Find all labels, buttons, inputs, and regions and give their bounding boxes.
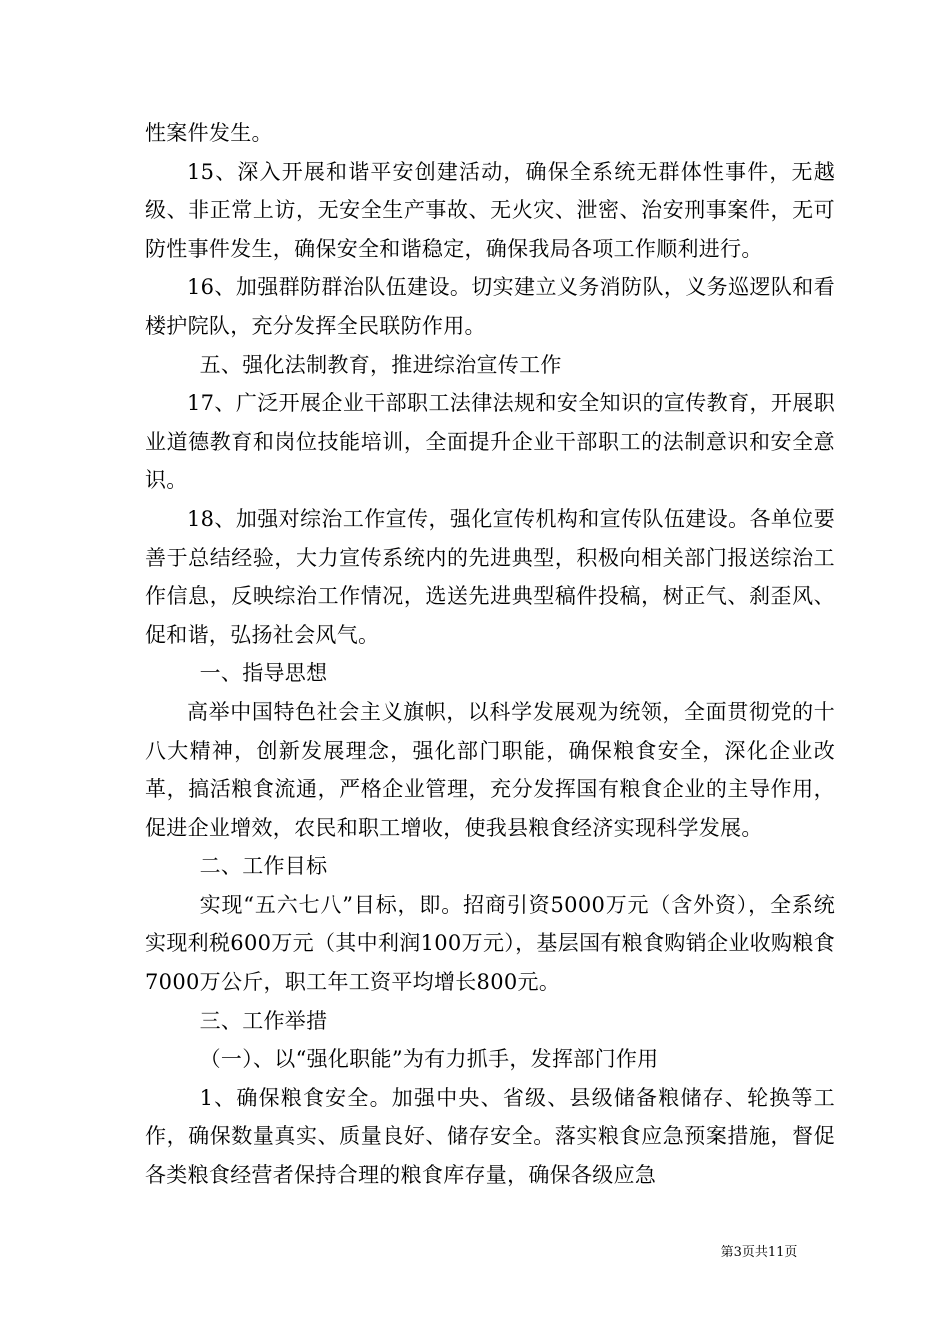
paragraph-grain-security: 1、确保粮食安全。加强中央、省级、县级储备粮储存、轮换等工作，确保数量真实、质量良好、储存安全。落实粮食应急预案措施，督促各类粮食经营者保持合理的粮食库存量，确保各级应急 [145, 1085, 835, 1188]
document-body [145, 114, 835, 1195]
section-heading-guiding-ideology: 一、指导思想 [199, 661, 328, 686]
page-number: 第3页共11页 [720, 1245, 798, 1260]
paragraph-item-15: 15、深入开展和谐平安创建活动，确保全系统无群体性事件，无越级、非正常上访，无安全生产事故、无火灾、泄密、治安刑事案件，无可防性事件发生，确保安全和谐稳定，确保我局各项工作顺利进行。 [145, 159, 835, 261]
section-heading-5: 五、强化法制教育，推进综治宣传工作 [199, 352, 562, 377]
section-heading-work-goals: 二、工作目标 [199, 854, 328, 879]
page-footer [0, 1244, 950, 1262]
paragraph-item-16: 16、加强群防群治队伍建设。切实建立义务消防队，义务巡逻队和看楼护院队，充分发挥全民联防作用。 [145, 275, 835, 338]
subsection-heading-1: （一）、以“强化职能”为有力抓手，发挥部门作用 [199, 1047, 659, 1072]
paragraph-guiding-ideology: 高举中国特色社会主义旗帜，以科学发展观为统领，全面贯彻党的十八大精神，创新发展理念，强化部门职能，确保粮食安全，深化企业改革，搞活粮食流通，严格企业管理，充分发挥国有粮食企业的主导作用，促进企业增效，农民和职工增收，使我县粮食经济实现科学发展。 [145, 699, 835, 840]
paragraph-item-17: 17、广泛开展企业干部职工法律法规和安全知识的宣传教育，开展职业道德教育和岗位技能培训，全面提升企业干部职工的法制意识和安全意识。 [145, 391, 835, 493]
section-heading-work-measures: 三、工作举措 [199, 1008, 328, 1033]
paragraph-item-18: 18、加强对综治工作宣传，强化宣传机构和宣传队伍建设。各单位要善于总结经验，大力宣传系统内的先进典型，积极向相关部门报送综治工作信息，反映综治工作情况，选送先进典型稿件投稿，树正气、刹歪风、促和谐，弘扬社会风气。 [145, 506, 835, 647]
paragraph-continuation: 性案件发生。 [145, 121, 273, 145]
paragraph-work-goals: 实现“五六七八”目标，即。招商引资5000万元（含外资），全系统实现利税600万元（其中利润100万元），基层国有粮食购销企业收购粮食7000万公斤，职工年工资平均增长800元。 [145, 892, 835, 995]
